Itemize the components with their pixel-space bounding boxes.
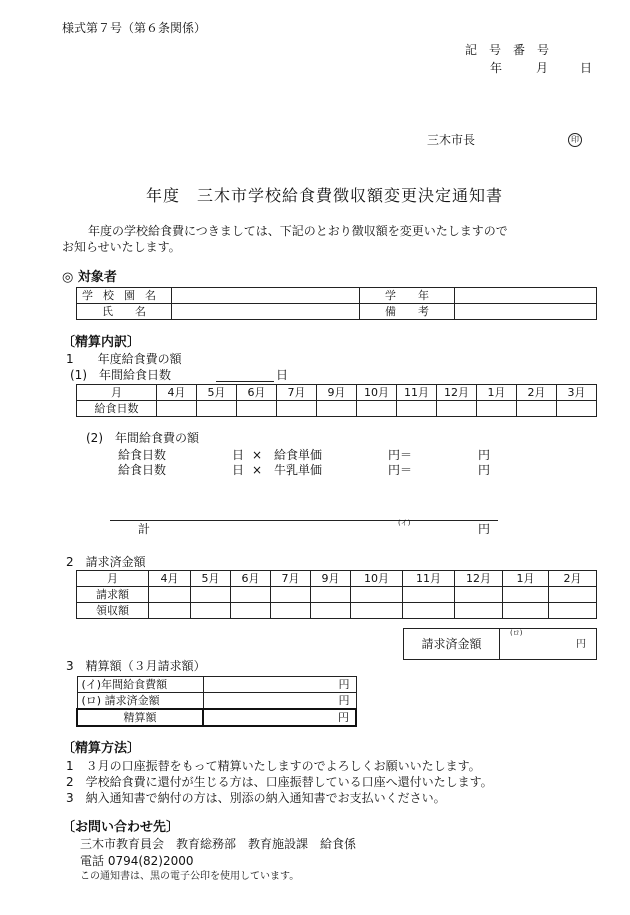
received-cell[interactable]: [403, 603, 455, 619]
month-cell: 11月: [403, 571, 455, 587]
date-day-label: 日: [580, 61, 593, 75]
formula-yen-equals: 円＝: [388, 463, 413, 477]
billed-cell[interactable]: [271, 587, 311, 603]
billed-total-field[interactable]: [500, 629, 597, 660]
contact-org: 三木市教育員会 教育総務部 教育施設課 給食係: [80, 837, 357, 851]
month-cell: 5月: [197, 385, 237, 401]
intro-line-1: 年度の学校給食費につきましては、下記のとおり徴収額を変更いたしますので: [88, 224, 508, 238]
month-cell: 2月: [517, 385, 557, 401]
month-cell: 12月: [455, 571, 503, 587]
contact-heading: 〔お問い合わせ先〕: [62, 820, 180, 835]
meal-days-cell[interactable]: [477, 401, 517, 417]
total-label: 計: [138, 522, 151, 536]
month-cell: 4月: [157, 385, 197, 401]
name-field[interactable]: [172, 304, 360, 320]
method-item: 1 ３月の口座振替をもって精算いたしますのでよろしくお願いいたします。: [66, 759, 481, 773]
formula-times: ×: [252, 463, 263, 477]
month-cell: 5月: [191, 571, 231, 587]
billed-cell[interactable]: [403, 587, 455, 603]
month-cell: 7月: [277, 385, 317, 401]
month-cell: 1月: [477, 385, 517, 401]
school-label: 学校園名: [77, 288, 172, 304]
settlement-row-label: (ロ) 請求済金額: [77, 693, 203, 710]
billed-row-label: 請求額: [77, 587, 149, 603]
name-label: 氏 名: [77, 304, 172, 320]
date-month-label: 月: [536, 61, 549, 75]
remarks-label: 備 考: [360, 304, 455, 320]
breakdown-heading: 〔精算内訳〕: [62, 335, 141, 350]
billed-cell[interactable]: [549, 587, 597, 603]
month-cell: 6月: [237, 385, 277, 401]
received-cell[interactable]: [271, 603, 311, 619]
meal-days-cell[interactable]: [197, 401, 237, 417]
remarks-field[interactable]: [455, 304, 597, 320]
mark-i: (イ): [398, 519, 411, 527]
received-cell[interactable]: [149, 603, 191, 619]
contact-phone: 電話 0794(82)2000: [80, 854, 194, 868]
received-cell[interactable]: [503, 603, 549, 619]
settlement-yen: 円: [203, 677, 356, 693]
received-cell[interactable]: [549, 603, 597, 619]
total-yen: 円: [478, 522, 491, 536]
settlement-row-label: (イ)年間給食費額: [77, 677, 203, 693]
date-year-label: 年: [490, 61, 503, 75]
meal-days-cell[interactable]: [277, 401, 317, 417]
milk-price-label: 牛乳単価: [274, 463, 323, 477]
subject-heading: ◎ 対象者: [62, 270, 117, 285]
settlement-heading: 3 精算額（３月請求額）: [66, 659, 206, 673]
meal-days-cell[interactable]: [517, 401, 557, 417]
settlement-amount-yen: 円: [203, 709, 356, 726]
formula-days-label: 給食日数: [118, 448, 167, 462]
formula-day-unit: 日: [232, 463, 245, 477]
received-cell[interactable]: [191, 603, 231, 619]
method-item: 3 納入通知書で納付の方は、別添の納入通知書でお支払いください。: [66, 791, 446, 805]
settlement-table: [76, 676, 357, 727]
item-1-label: 1 年度給食費の額: [66, 352, 182, 366]
month-cell: 12月: [437, 385, 477, 401]
billed-heading: 2 請求済金額: [66, 555, 146, 569]
formula-days-label: 給食日数: [118, 463, 167, 477]
meal-days-cell[interactable]: [397, 401, 437, 417]
billed-total-box: [403, 628, 597, 660]
seal-mark: [568, 132, 582, 147]
method-heading: 〔精算方法〕: [62, 741, 141, 756]
school-field[interactable]: [172, 288, 360, 304]
billed-cell[interactable]: [455, 587, 503, 603]
subject-table: [76, 287, 597, 320]
received-cell[interactable]: [311, 603, 351, 619]
billed-table: [76, 570, 597, 619]
meal-days-cell[interactable]: [157, 401, 197, 417]
month-cell: 4月: [149, 571, 191, 587]
grade-label: 学 年: [360, 288, 455, 304]
month-header: 月: [77, 385, 157, 401]
month-cell: 10月: [357, 385, 397, 401]
meal-days-row-label: 給食日数: [77, 401, 157, 417]
page-title: 年度 三木市学校給食費徴収額変更決定通知書: [146, 186, 504, 205]
month-cell: 2月: [549, 571, 597, 587]
billed-total-label: 請求済金額: [404, 629, 500, 660]
item-1-2-label: (2) 年間給食費の額: [86, 431, 199, 445]
contact-note: この通知書は、黒の電子公印を使用しています。: [80, 871, 300, 882]
received-cell[interactable]: [231, 603, 271, 619]
formula-day-unit: 日: [232, 448, 245, 462]
received-row-label: 領収額: [77, 603, 149, 619]
mayor-label: 三木市長: [427, 133, 476, 147]
meal-price-label: 給食単価: [274, 448, 323, 462]
month-cell: 9月: [311, 571, 351, 587]
reference-number-label: 記 号 番 号: [465, 43, 550, 57]
month-cell: 11月: [397, 385, 437, 401]
billed-total-yen: 円: [576, 639, 586, 650]
meal-days-cell[interactable]: [237, 401, 277, 417]
form-code: 様式第７号（第６条関係）: [62, 21, 207, 35]
method-item: 2 学校給食費に還付が生じる方は、口座振替している口座へ還付いたします。: [66, 775, 493, 789]
month-cell: 3月: [557, 385, 597, 401]
month-cell: 7月: [271, 571, 311, 587]
received-cell[interactable]: [455, 603, 503, 619]
formula-yen: 円: [478, 448, 491, 462]
month-cell: 10月: [351, 571, 403, 587]
meal-days-cell[interactable]: [437, 401, 477, 417]
meal-days-cell[interactable]: [557, 401, 597, 417]
grade-field[interactable]: [455, 288, 597, 304]
formula-yen: 円: [478, 463, 491, 477]
billed-cell[interactable]: [311, 587, 351, 603]
billed-cell[interactable]: [149, 587, 191, 603]
billed-cell[interactable]: [231, 587, 271, 603]
month-cell: 1月: [503, 571, 549, 587]
billed-cell[interactable]: [503, 587, 549, 603]
item-1-1-label: (1) 年間給食日数: [70, 368, 171, 382]
month-cell: 9月: [317, 385, 357, 401]
formula-yen-equals: 円＝: [388, 448, 413, 462]
month-header: 月: [77, 571, 149, 587]
meal-days-cell[interactable]: [317, 401, 357, 417]
received-cell[interactable]: [351, 603, 403, 619]
mark-ro: (ロ): [510, 629, 523, 637]
annual-days-unit: 日: [276, 368, 289, 382]
meal-days-cell[interactable]: [357, 401, 397, 417]
intro-line-2: お知らせいたします。: [62, 240, 181, 254]
annual-days-underline: [216, 381, 274, 382]
meal-days-table: [76, 384, 597, 417]
seal-icon: 印: [568, 133, 582, 147]
settlement-yen: 円: [203, 693, 356, 710]
settlement-amount-label: 精算額: [77, 709, 203, 726]
billed-cell[interactable]: [351, 587, 403, 603]
month-cell: 6月: [231, 571, 271, 587]
total-line: [110, 520, 498, 521]
billed-cell[interactable]: [191, 587, 231, 603]
formula-times: ×: [252, 448, 263, 462]
